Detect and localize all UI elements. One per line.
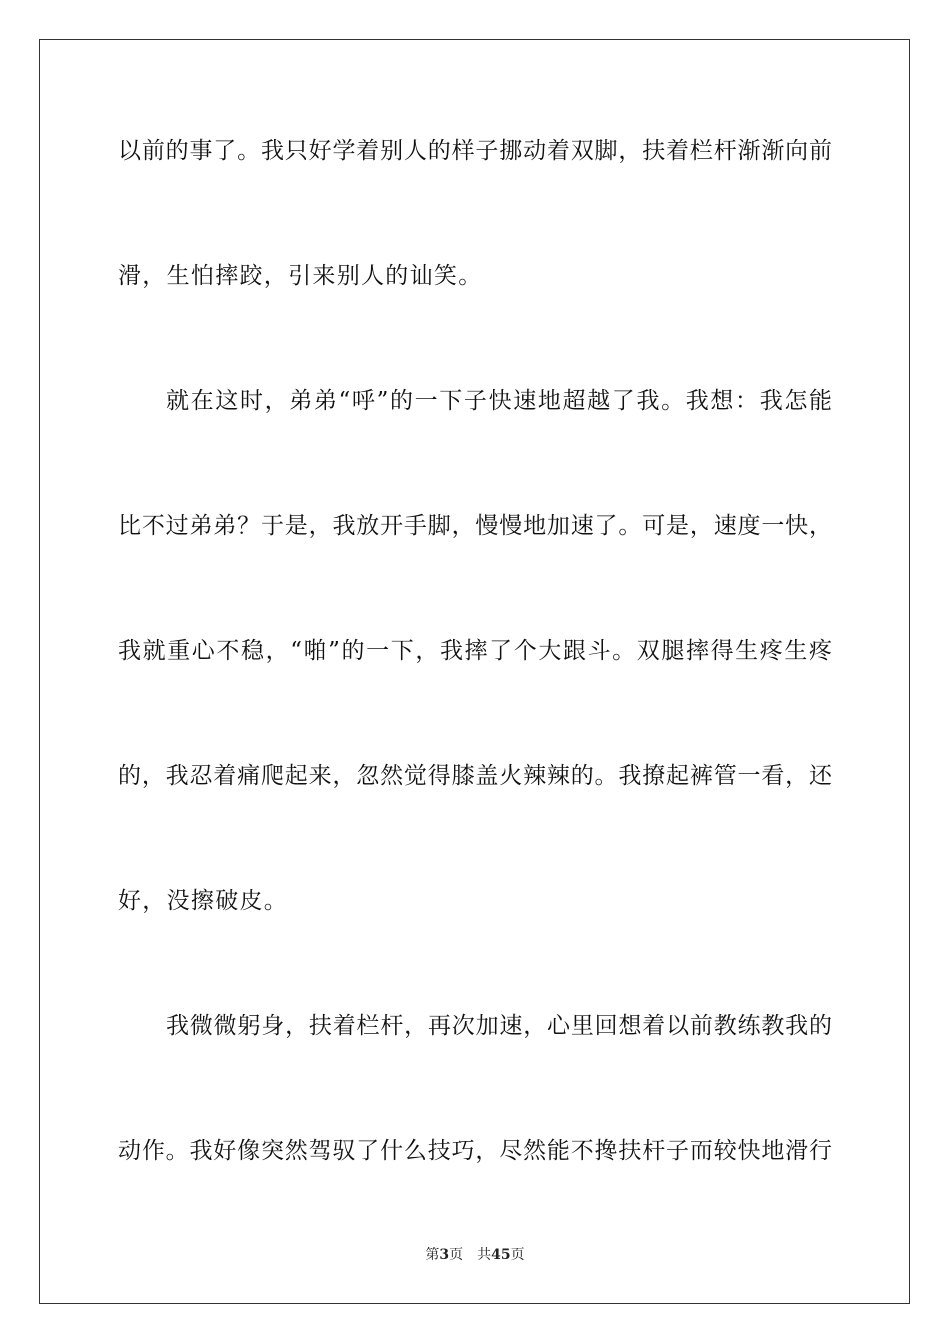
footer-total-pages: 45	[491, 1247, 511, 1263]
text-line-6: 的，我忍着痛爬起来，忽然觉得膝盖火辣辣的。我撩起裤管一看，还	[118, 763, 832, 789]
footer-page-suffix: 页	[449, 1247, 464, 1263]
page-border	[39, 39, 910, 1304]
page-footer	[0, 1246, 950, 1264]
text-line-7: 好，没擦破皮。	[118, 888, 289, 914]
text-line-3: 就在这时，弟弟“呼”的一下子快速地超越了我。我想：我怎能	[166, 388, 832, 414]
text-line-1: 以前的事了。我只好学着别人的样子挪动着双脚，扶着栏杆渐渐向前	[118, 138, 832, 164]
footer-page-number: 3	[439, 1247, 450, 1263]
text-line-2: 滑，生怕摔跤，引来别人的讪笑。	[118, 263, 483, 289]
text-line-5: 我就重心不稳，“啪”的一下，我摔了个大跟斗。双腿摔得生疼生疼	[118, 638, 832, 664]
footer-total-suffix: 页	[510, 1247, 525, 1263]
text-line-9: 动作。我好像突然驾驭了什么技巧，尽然能不搀扶杆子而较快地滑行	[118, 1138, 832, 1164]
footer-page-prefix: 第	[425, 1247, 440, 1263]
text-line-4: 比不过弟弟？于是，我放开手脚，慢慢地加速了。可是，速度一快，	[118, 513, 832, 539]
text-line-8: 我微微躬身，扶着栏杆，再次加速，心里回想着以前教练教我的	[166, 1013, 832, 1039]
footer-total-prefix: 共	[477, 1247, 492, 1263]
